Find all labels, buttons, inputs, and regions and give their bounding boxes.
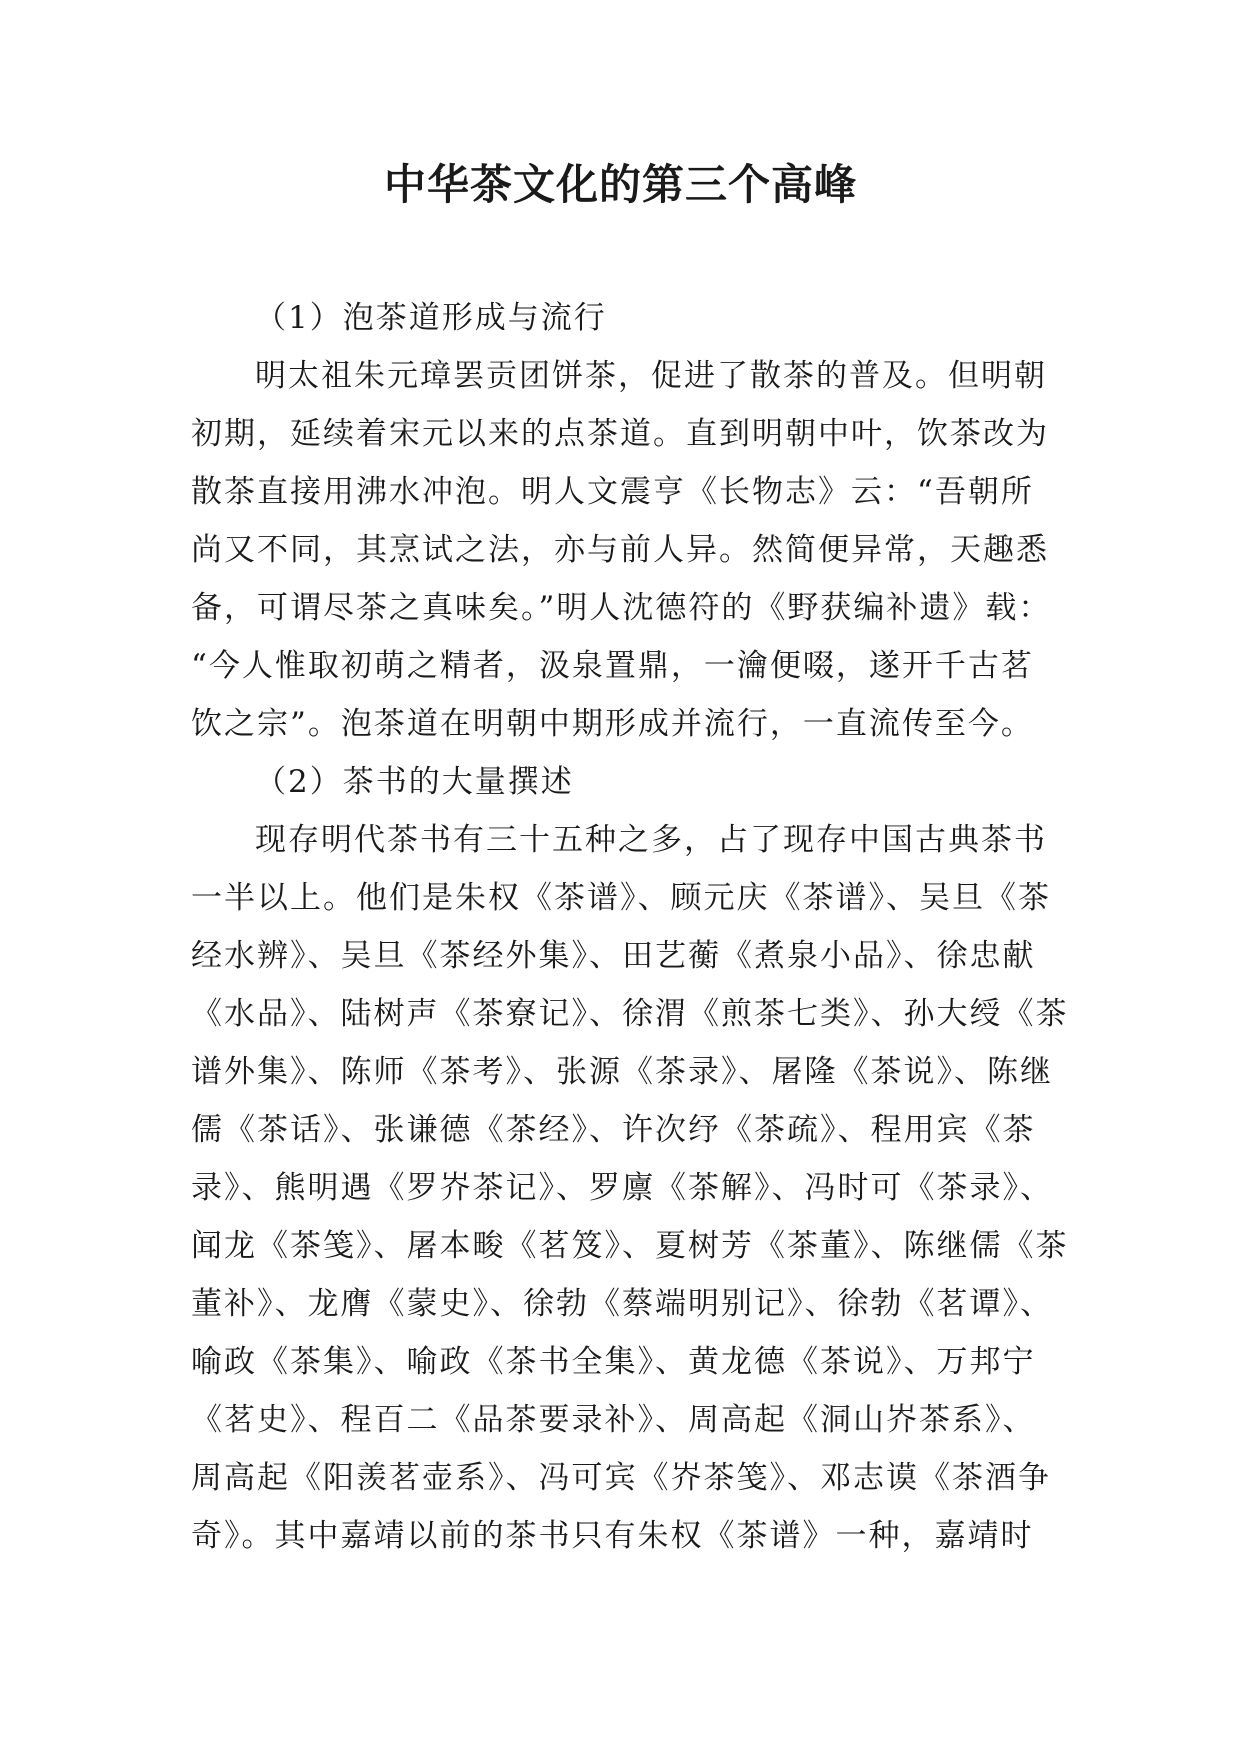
paragraph-line: 饮之宗”。泡茶道在明朝中期形成并流行，一直流传至今。 xyxy=(191,706,1034,742)
document-title: 中华茶文化的第三个高峰 xyxy=(383,160,857,209)
paragraph-line: 初期，延续着宋元以来的点茶道。直到明朝中叶，饮茶改为 xyxy=(191,416,1049,452)
paragraph-line: 现存明代茶书有三十五种之多，占了现存中国古典茶书 xyxy=(255,822,1047,858)
paragraph-line: 明太祖朱元璋罢贡团饼茶，促进了散茶的普及。但明朝 xyxy=(255,358,1047,394)
section-heading-2: （2）茶书的大量撰述 xyxy=(255,764,574,800)
paragraph-line: 录》、熊明遇《罗岕茶记》、罗廪《茶解》、冯时可《茶录》、 xyxy=(191,1170,1053,1206)
section-heading-1: （1）泡茶道形成与流行 xyxy=(255,300,607,336)
document-body xyxy=(191,289,1091,1565)
paragraph-line: “今人惟取初萌之精者，汲泉置鼎，一瀹便啜，遂开千古茗 xyxy=(191,648,1034,684)
paragraph-line: 喻政《茶集》、喻政《茶书全集》、黄龙德《茶说》、万邦宁 xyxy=(191,1344,1036,1380)
paragraph-line: 《水品》、陆树声《茶寮记》、徐渭《煎茶七类》、孙大绶《茶 xyxy=(191,996,1069,1032)
paragraph-line: 备，可谓尽茶之真味矣。”明人沈德符的《野获编补遗》载： xyxy=(191,590,1052,626)
paragraph-line: 董补》、龙膺《蒙史》、徐勃《蔡端明别记》、徐勃《茗谭》、 xyxy=(191,1286,1053,1322)
paragraph-line: 经水辨》、吴旦《茶经外集》、田艺蘅《煮泉小品》、徐忠献 xyxy=(191,938,1036,974)
paragraph-line: 周高起《阳羡茗壶系》、冯可宾《岕茶笺》、邓志谟《茶酒争 xyxy=(191,1460,1051,1496)
paragraph-line: 闻龙《茶笺》、屠本畯《茗笈》、夏树芳《茶董》、陈继儒《茶 xyxy=(191,1228,1069,1264)
paragraph-line: 一半以上。他们是朱权《茶谱》、顾元庆《茶谱》、吴旦《茶 xyxy=(191,880,1051,916)
paragraph-line: 奇》。其中嘉靖以前的茶书只有朱权《茶谱》一种，嘉靖时 xyxy=(191,1518,1034,1554)
paragraph-line: 尚又不同，其烹试之法，亦与前人异。然简便异常，天趣悉 xyxy=(191,532,1049,568)
paragraph-line: 儒《茶话》、张谦德《茶经》、许次纾《茶疏》、程用宾《茶 xyxy=(191,1112,1036,1148)
paragraph-line: 谱外集》、陈师《茶考》、张源《茶录》、屠隆《茶说》、陈继 xyxy=(191,1054,1053,1090)
paragraph-line: 《茗史》、程百二《品茶要录补》、周高起《洞山岕茶系》、 xyxy=(191,1402,1036,1438)
paragraph-line: 散茶直接用沸水冲泡。明人文震亨《长物志》云：“吾朝所 xyxy=(191,474,1034,510)
